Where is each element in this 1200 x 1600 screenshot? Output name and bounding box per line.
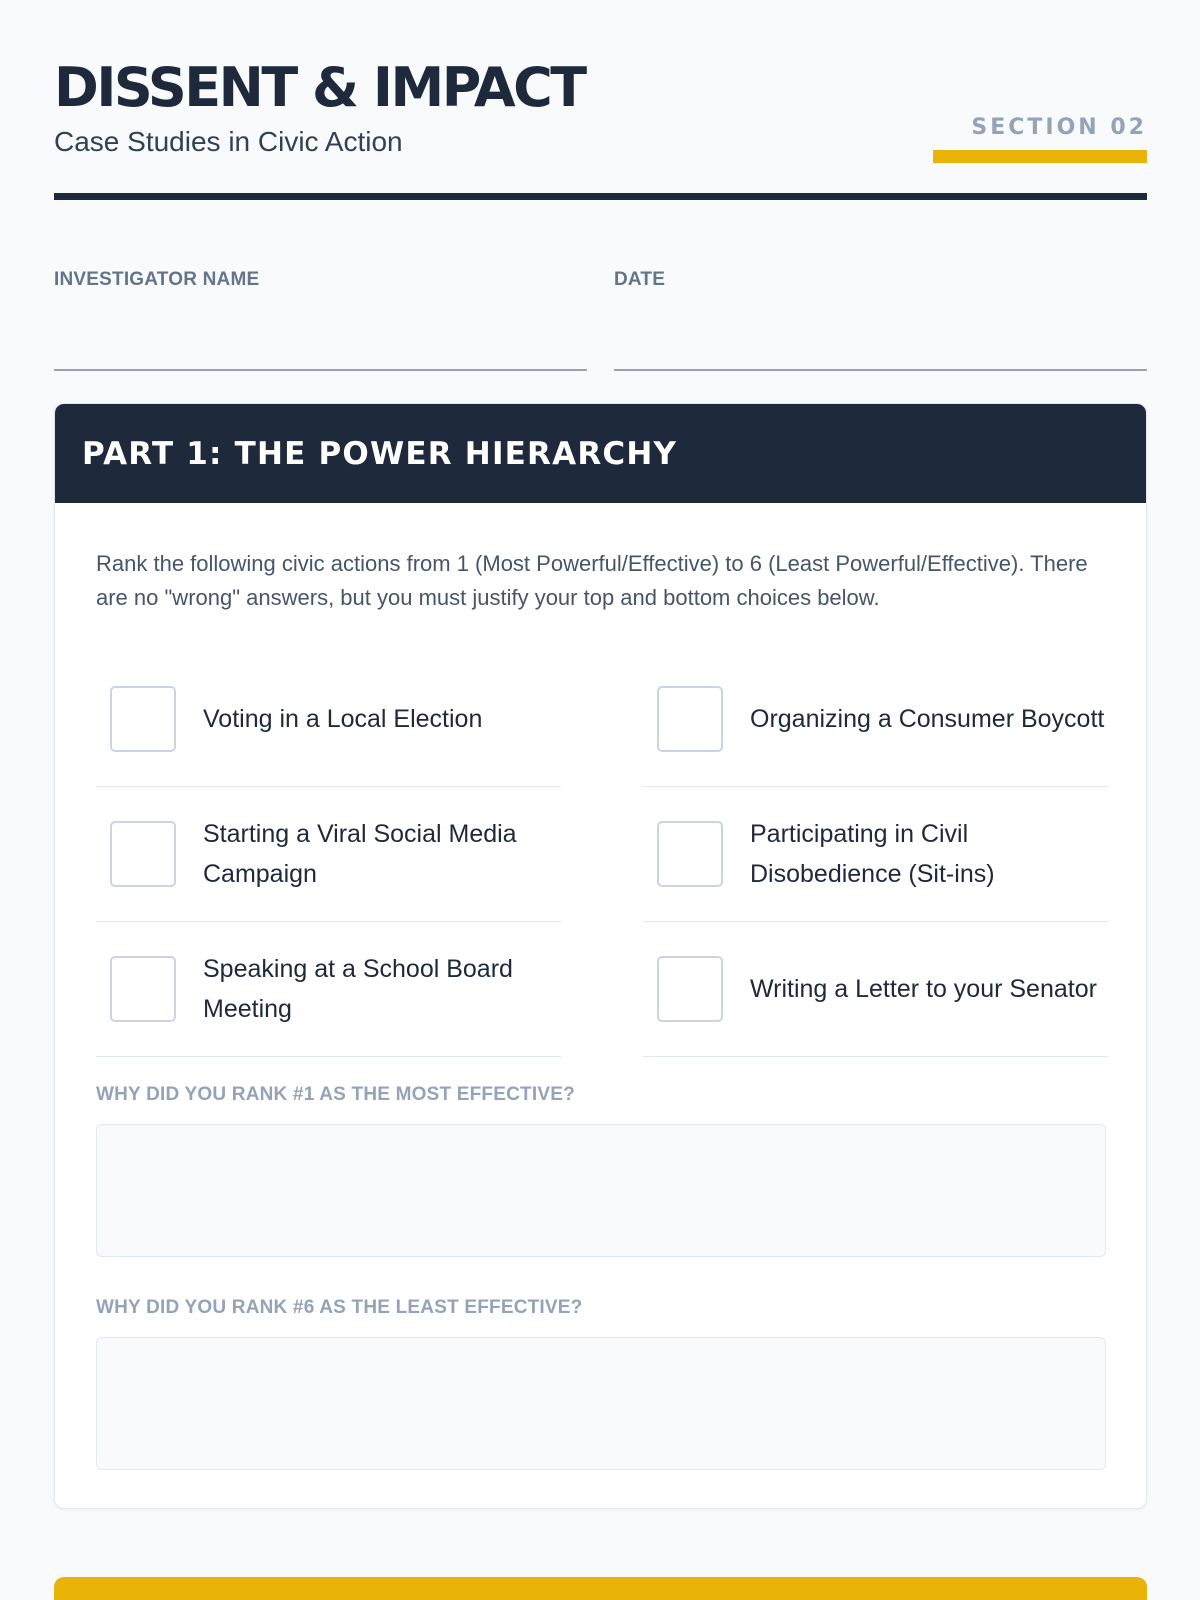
least-effective-question: WHY DID YOU RANK #6 AS THE LEAST EFFECTIVE? <box>96 1297 583 1318</box>
ranking-option-label: Voting in a Local Election <box>203 705 483 733</box>
rank-input-box[interactable] <box>657 686 723 752</box>
ranking-option <box>96 652 561 787</box>
rank-input-box[interactable] <box>110 686 176 752</box>
part1-card <box>54 403 1147 1509</box>
header-divider <box>54 193 1147 200</box>
ranking-option-label: Writing a Letter to your Senator <box>750 975 1097 1003</box>
next-section-bar <box>54 1577 1147 1600</box>
least-effective-answer[interactable] <box>96 1337 1106 1470</box>
ranking-option-label: Participating in Civil Disobedience (Sit-ins) <box>750 820 995 888</box>
ranking-option <box>96 787 561 922</box>
page-title: DISSENT & IMPACT <box>54 56 585 119</box>
date-input[interactable] <box>614 325 1147 371</box>
rank-input-box[interactable] <box>657 821 723 887</box>
section-tag <box>933 116 1147 163</box>
rank-input-box[interactable] <box>110 821 176 887</box>
part1-instructions: Rank the following civic actions from 1 (Most Powerful/Effective) to 6 (Least Powerful/Effective). There are no "wrong" answers, but you must justify your top and bottom choices below. <box>96 551 1088 610</box>
ranking-option <box>643 787 1108 922</box>
ranking-options <box>96 652 1108 1057</box>
investigator-name-input[interactable] <box>54 325 587 371</box>
date-field <box>614 269 1147 371</box>
ranking-option-label: Speaking at a School Board Meeting <box>203 955 513 1023</box>
date-label: DATE <box>614 269 666 290</box>
part1-title: PART 1: THE POWER HIERARCHY <box>82 435 678 472</box>
rank-input-box[interactable] <box>657 956 723 1022</box>
ranking-option <box>643 922 1108 1057</box>
section-label: SECTION 02 <box>971 115 1147 140</box>
ranking-option-label: Organizing a Consumer Boycott <box>750 705 1105 733</box>
most-effective-answer[interactable] <box>96 1124 1106 1257</box>
investigator-name-label: INVESTIGATOR NAME <box>54 269 260 290</box>
section-accent-bar <box>933 150 1147 163</box>
investigator-name-field <box>54 269 587 371</box>
page-subtitle: Case Studies in Civic Action <box>54 126 403 157</box>
ranking-option <box>96 922 561 1057</box>
ranking-option <box>643 652 1108 787</box>
part1-header <box>55 404 1146 503</box>
most-effective-question: WHY DID YOU RANK #1 AS THE MOST EFFECTIVE? <box>96 1084 575 1105</box>
rank-input-box[interactable] <box>110 956 176 1022</box>
ranking-option-label: Starting a Viral Social Media Campaign <box>203 820 517 888</box>
